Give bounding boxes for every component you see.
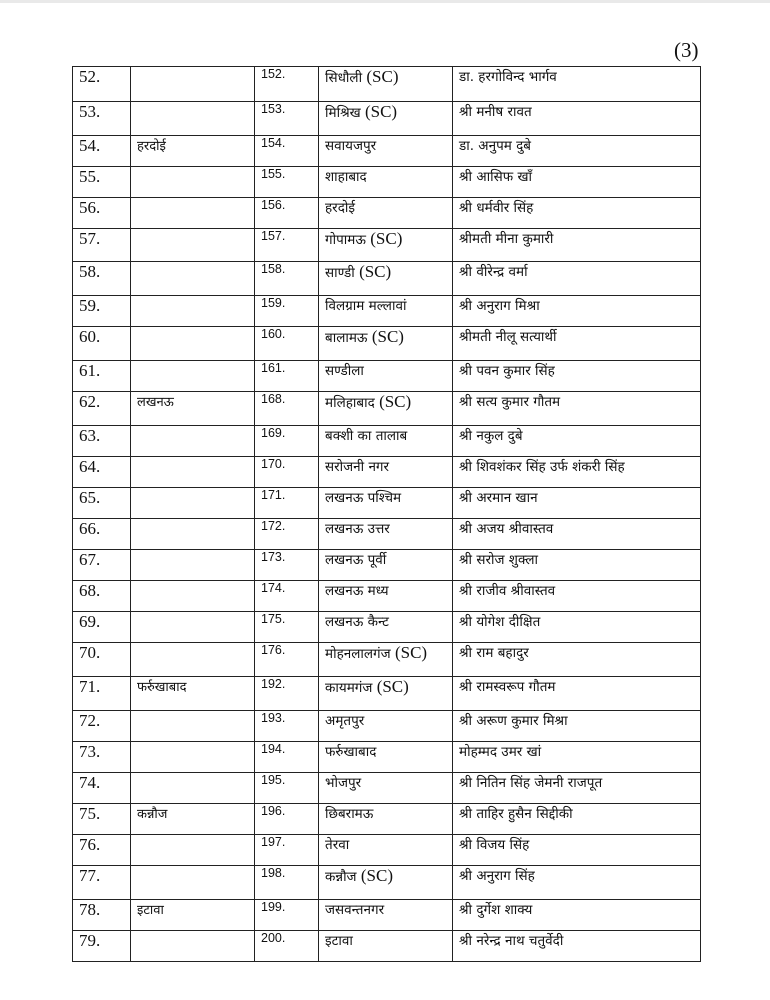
assembly-name-text: विलग्राम मल्लावां xyxy=(325,298,407,314)
assembly-name-cell xyxy=(319,102,453,136)
district-cell xyxy=(131,931,255,962)
candidate-name-cell: श्री दुर्गेश शाक्य xyxy=(453,900,701,931)
district-cell xyxy=(131,457,255,488)
sc-reserved-label: (SC) xyxy=(364,102,398,121)
district-cell: कन्नौज xyxy=(131,804,255,835)
candidate-name-cell: श्री शिवशंकर सिंह उर्फ शंकरी सिंह xyxy=(453,457,701,488)
assembly-number-cell: 172. xyxy=(255,519,319,550)
candidate-table-body xyxy=(73,67,701,962)
assembly-name-text: जसवन्तनगर xyxy=(325,902,385,918)
assembly-number-cell: 160. xyxy=(255,327,319,361)
table-row xyxy=(73,835,701,866)
assembly-name-cell xyxy=(319,773,453,804)
district-cell xyxy=(131,167,255,198)
district-cell xyxy=(131,835,255,866)
candidate-name-cell: डा. हरगोविन्द भार्गव xyxy=(453,67,701,102)
assembly-name-cell xyxy=(319,931,453,962)
assembly-name-text: सरोजनी नगर xyxy=(325,459,390,475)
assembly-name-cell xyxy=(319,519,453,550)
assembly-name-text: साण्डी xyxy=(325,265,355,281)
serial-number-cell: 70. xyxy=(73,643,131,677)
assembly-number-cell: 175. xyxy=(255,612,319,643)
assembly-name-cell xyxy=(319,835,453,866)
table-row xyxy=(73,67,701,102)
assembly-number-cell: 156. xyxy=(255,198,319,229)
serial-number-cell: 73. xyxy=(73,742,131,773)
assembly-name-text: मोहनलालगंज xyxy=(325,646,391,662)
assembly-name-cell xyxy=(319,866,453,900)
table-row xyxy=(73,229,701,262)
table-row xyxy=(73,262,701,296)
serial-number-cell: 60. xyxy=(73,327,131,361)
table-row xyxy=(73,742,701,773)
assembly-name-cell xyxy=(319,804,453,835)
assembly-name-text: बालामऊ xyxy=(325,330,368,346)
assembly-name-cell xyxy=(319,677,453,711)
assembly-name-text: बक्शी का तालाब xyxy=(325,428,408,444)
district-cell: इटावा xyxy=(131,900,255,931)
serial-number-cell: 76. xyxy=(73,835,131,866)
assembly-number-cell: 193. xyxy=(255,711,319,742)
assembly-number-cell: 197. xyxy=(255,835,319,866)
table-row xyxy=(73,612,701,643)
serial-number-cell: 61. xyxy=(73,361,131,392)
assembly-name-cell xyxy=(319,361,453,392)
sc-reserved-label: (SC) xyxy=(370,229,403,248)
assembly-name-cell xyxy=(319,67,453,102)
assembly-number-cell: 169. xyxy=(255,426,319,457)
table-row xyxy=(73,488,701,519)
table-row xyxy=(73,804,701,835)
assembly-number-cell: 152. xyxy=(255,67,319,102)
assembly-name-cell xyxy=(319,900,453,931)
serial-number-cell: 78. xyxy=(73,900,131,931)
serial-number-cell: 59. xyxy=(73,296,131,327)
district-cell xyxy=(131,519,255,550)
district-cell xyxy=(131,361,255,392)
assembly-name-text: शाहाबाद xyxy=(325,169,367,185)
table-row xyxy=(73,519,701,550)
assembly-name-cell xyxy=(319,262,453,296)
table-row xyxy=(73,711,701,742)
district-cell xyxy=(131,198,255,229)
district-cell xyxy=(131,327,255,361)
serial-number-cell: 54. xyxy=(73,136,131,167)
district-cell: फर्रुखाबाद xyxy=(131,677,255,711)
assembly-number-cell: 192. xyxy=(255,677,319,711)
table-row xyxy=(73,167,701,198)
serial-number-cell: 56. xyxy=(73,198,131,229)
serial-number-cell: 77. xyxy=(73,866,131,900)
district-cell: हरदोई xyxy=(131,136,255,167)
district-cell xyxy=(131,426,255,457)
assembly-name-cell xyxy=(319,643,453,677)
serial-number-cell: 67. xyxy=(73,550,131,581)
assembly-name-text: लखनऊ उत्तर xyxy=(325,521,390,537)
serial-number-cell: 57. xyxy=(73,229,131,262)
assembly-name-text: भोजपुर xyxy=(325,775,362,791)
assembly-name-text: छिबरामऊ xyxy=(325,806,374,822)
sc-reserved-label: (SC) xyxy=(376,677,409,696)
candidate-name-cell: श्री नितिन सिंह जेमनी राजपूत xyxy=(453,773,701,804)
assembly-name-text: लखनऊ पश्चिम xyxy=(325,490,402,506)
district-cell xyxy=(131,296,255,327)
district-cell xyxy=(131,773,255,804)
assembly-name-text: इटावा xyxy=(325,933,353,949)
serial-number-cell: 75. xyxy=(73,804,131,835)
assembly-name-text: लखनऊ कैन्ट xyxy=(325,614,389,630)
candidate-name-cell: श्री पवन कुमार सिंह xyxy=(453,361,701,392)
candidate-name-cell: श्री अनुराग मिश्रा xyxy=(453,296,701,327)
candidate-name-cell: श्री मनीष रावत xyxy=(453,102,701,136)
assembly-name-text: लखनऊ पूर्वी xyxy=(325,552,387,568)
district-cell xyxy=(131,612,255,643)
sc-reserved-label: (SC) xyxy=(371,327,404,346)
table-row xyxy=(73,866,701,900)
serial-number-cell: 52. xyxy=(73,67,131,102)
assembly-name-text: कायमगंज xyxy=(325,680,373,696)
district-cell xyxy=(131,102,255,136)
serial-number-cell: 62. xyxy=(73,392,131,426)
assembly-number-cell: 176. xyxy=(255,643,319,677)
table-row xyxy=(73,327,701,361)
candidate-name-cell: श्री अजय श्रीवास्तव xyxy=(453,519,701,550)
serial-number-cell: 68. xyxy=(73,581,131,612)
sc-reserved-label: (SC) xyxy=(360,866,393,885)
assembly-name-text: मलिहाबाद xyxy=(325,395,375,411)
table-row xyxy=(73,361,701,392)
assembly-number-cell: 161. xyxy=(255,361,319,392)
candidate-name-cell: श्री योगेश दीक्षित xyxy=(453,612,701,643)
assembly-name-cell xyxy=(319,742,453,773)
candidate-name-cell: श्री ताहिर हुसैन सिद्दीकी xyxy=(453,804,701,835)
candidate-name-cell: श्री नकुल दुबे xyxy=(453,426,701,457)
assembly-number-cell: 195. xyxy=(255,773,319,804)
serial-number-cell: 74. xyxy=(73,773,131,804)
candidate-name-cell: श्री रामस्वरूप गौतम xyxy=(453,677,701,711)
assembly-number-cell: 170. xyxy=(255,457,319,488)
candidate-name-cell: श्री विजय सिंह xyxy=(453,835,701,866)
assembly-name-text: अमृतपुर xyxy=(325,713,365,729)
assembly-name-cell xyxy=(319,426,453,457)
assembly-name-text: कन्नौज xyxy=(325,869,357,885)
assembly-name-text: सवायजपुर xyxy=(325,138,377,154)
assembly-name-text: लखनऊ मध्य xyxy=(325,583,389,599)
assembly-name-text: गोपामऊ xyxy=(325,232,366,248)
district-cell xyxy=(131,711,255,742)
serial-number-cell: 69. xyxy=(73,612,131,643)
assembly-name-cell xyxy=(319,711,453,742)
table-row xyxy=(73,457,701,488)
assembly-name-cell xyxy=(319,612,453,643)
assembly-name-text: हरदोई xyxy=(325,200,355,216)
serial-number-cell: 64. xyxy=(73,457,131,488)
table-row xyxy=(73,102,701,136)
candidate-name-cell: श्री राजीव श्रीवास्तव xyxy=(453,581,701,612)
district-cell xyxy=(131,67,255,102)
serial-number-cell: 63. xyxy=(73,426,131,457)
assembly-name-cell xyxy=(319,457,453,488)
district-cell xyxy=(131,866,255,900)
table-row xyxy=(73,550,701,581)
assembly-name-cell xyxy=(319,167,453,198)
assembly-number-cell: 153. xyxy=(255,102,319,136)
candidate-name-cell: श्री वीरेन्द्र वर्मा xyxy=(453,262,701,296)
assembly-number-cell: 154. xyxy=(255,136,319,167)
assembly-number-cell: 194. xyxy=(255,742,319,773)
page-top-edge xyxy=(0,0,770,3)
serial-number-cell: 72. xyxy=(73,711,131,742)
candidate-name-cell: श्री अरूण कुमार मिश्रा xyxy=(453,711,701,742)
candidate-name-cell: श्री अरमान खान xyxy=(453,488,701,519)
district-cell xyxy=(131,262,255,296)
candidate-name-cell: डा. अनुपम दुबे xyxy=(453,136,701,167)
assembly-number-cell: 173. xyxy=(255,550,319,581)
district-cell xyxy=(131,742,255,773)
table-row xyxy=(73,136,701,167)
table-row xyxy=(73,900,701,931)
assembly-name-cell xyxy=(319,488,453,519)
table-row xyxy=(73,677,701,711)
table-row xyxy=(73,931,701,962)
table-row xyxy=(73,581,701,612)
assembly-name-text: मिश्रिख xyxy=(325,105,361,121)
assembly-name-cell xyxy=(319,229,453,262)
sc-reserved-label: (SC) xyxy=(359,262,392,281)
assembly-number-cell: 174. xyxy=(255,581,319,612)
assembly-number-cell: 157. xyxy=(255,229,319,262)
district-cell xyxy=(131,643,255,677)
table-row xyxy=(73,198,701,229)
sc-reserved-label: (SC) xyxy=(366,67,399,86)
assembly-name-cell xyxy=(319,296,453,327)
assembly-name-cell xyxy=(319,392,453,426)
candidate-name-cell: श्री सत्य कुमार गौतम xyxy=(453,392,701,426)
assembly-name-cell xyxy=(319,136,453,167)
candidate-name-cell: श्री सरोज शुक्ला xyxy=(453,550,701,581)
district-cell xyxy=(131,550,255,581)
serial-number-cell: 71. xyxy=(73,677,131,711)
district-cell: लखनऊ xyxy=(131,392,255,426)
sc-reserved-label: (SC) xyxy=(379,392,412,411)
candidate-name-cell: श्रीमती मीना कुमारी xyxy=(453,229,701,262)
assembly-number-cell: 200. xyxy=(255,931,319,962)
assembly-name-text: तेरवा xyxy=(325,837,350,853)
candidate-name-cell: श्री राम बहादुर xyxy=(453,643,701,677)
candidate-table xyxy=(72,66,701,962)
table-row xyxy=(73,773,701,804)
assembly-name-cell xyxy=(319,581,453,612)
assembly-name-cell xyxy=(319,550,453,581)
serial-number-cell: 66. xyxy=(73,519,131,550)
candidate-name-cell: श्री आसिफ खाँ xyxy=(453,167,701,198)
serial-number-cell: 55. xyxy=(73,167,131,198)
assembly-number-cell: 155. xyxy=(255,167,319,198)
candidate-name-cell: श्री अनुराग सिंह xyxy=(453,866,701,900)
assembly-number-cell: 168. xyxy=(255,392,319,426)
assembly-name-text: फर्रुखाबाद xyxy=(325,744,377,760)
table-row xyxy=(73,643,701,677)
table-row xyxy=(73,392,701,426)
serial-number-cell: 65. xyxy=(73,488,131,519)
district-cell xyxy=(131,488,255,519)
serial-number-cell: 53. xyxy=(73,102,131,136)
table-row xyxy=(73,426,701,457)
district-cell xyxy=(131,229,255,262)
candidate-name-cell: मोहम्मद उमर खां xyxy=(453,742,701,773)
assembly-name-text: सिधौली xyxy=(325,70,363,86)
candidate-name-cell: श्रीमती नीलू सत्यार्थी xyxy=(453,327,701,361)
district-cell xyxy=(131,581,255,612)
assembly-name-text: सण्डीला xyxy=(325,363,364,379)
serial-number-cell: 58. xyxy=(73,262,131,296)
candidate-name-cell: श्री नरेन्द्र नाथ चतुर्वेदी xyxy=(453,931,701,962)
page-number: (3) xyxy=(674,38,699,62)
assembly-name-cell xyxy=(319,198,453,229)
serial-number-cell: 79. xyxy=(73,931,131,962)
candidate-name-cell: श्री धर्मवीर सिंह xyxy=(453,198,701,229)
table-row xyxy=(73,296,701,327)
assembly-number-cell: 198. xyxy=(255,866,319,900)
assembly-number-cell: 158. xyxy=(255,262,319,296)
assembly-number-cell: 199. xyxy=(255,900,319,931)
assembly-number-cell: 159. xyxy=(255,296,319,327)
sc-reserved-label: (SC) xyxy=(394,643,428,662)
assembly-number-cell: 171. xyxy=(255,488,319,519)
assembly-name-cell xyxy=(319,327,453,361)
assembly-number-cell: 196. xyxy=(255,804,319,835)
